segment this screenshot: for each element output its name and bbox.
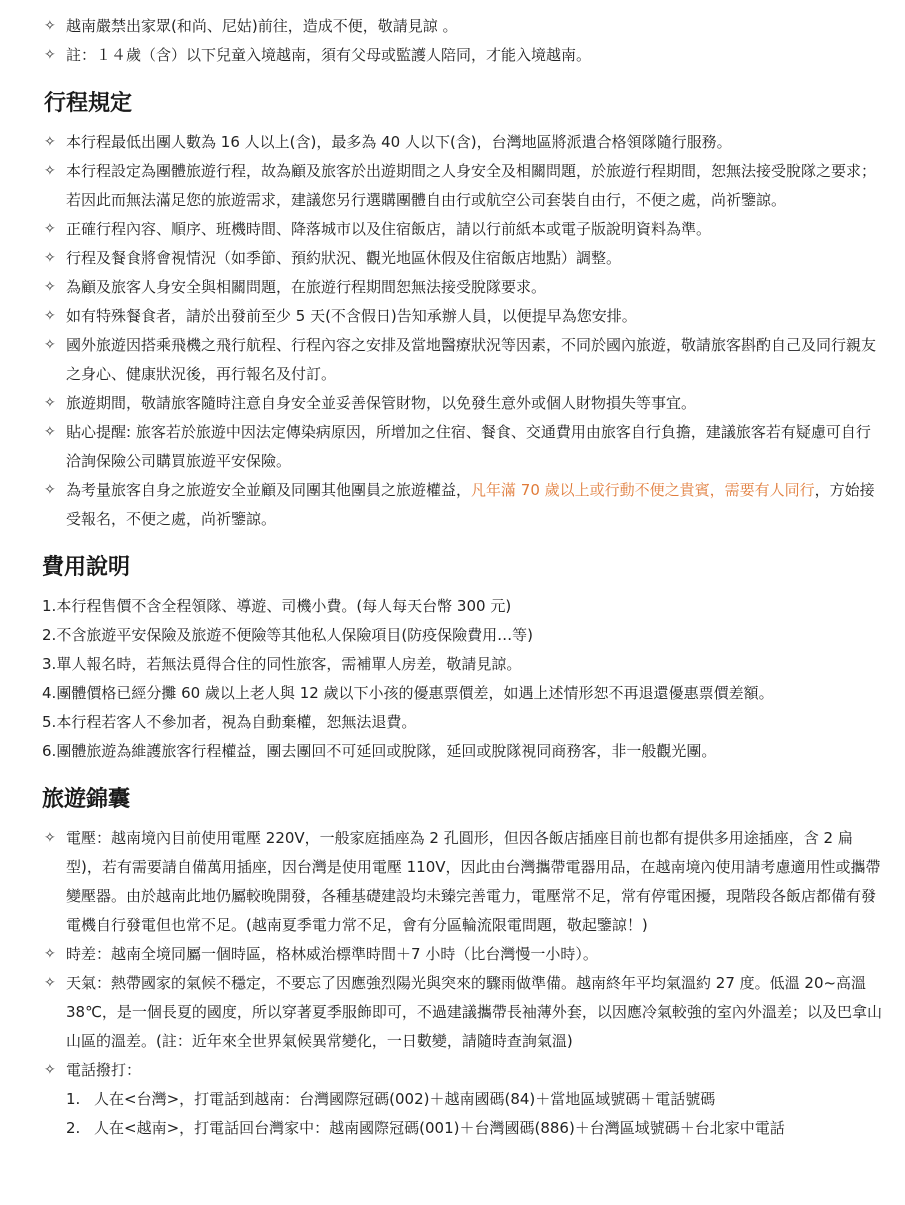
list-item-text: 本行程若客人不參加者，視為自動棄權，恕無法退費。 bbox=[56, 713, 417, 731]
section-heading-itinerary-rules: 行程規定 bbox=[44, 91, 133, 116]
list-item bbox=[42, 737, 885, 766]
list-item bbox=[44, 12, 885, 41]
list-number: 2. bbox=[66, 1119, 81, 1137]
list-item-text: 貼心提醒: 旅客若於旅遊中因法定傳染病原因，所增加之住宿、餐食、交通費用由旅客自行負擔，建議旅客若有疑慮可自行洽詢保險公司購買旅遊平安保險。 bbox=[66, 423, 871, 470]
list-item bbox=[44, 41, 885, 70]
list-item-text: 國外旅遊因搭乘飛機之飛行航程、行程內容之安排及當地醫療狀況等因素，不同於國內旅遊，敬請旅客斟酌自己及同行親友之身心、健康狀況後，再行報名及付訂。 bbox=[66, 336, 877, 383]
list-item bbox=[44, 1056, 885, 1085]
list-number: 3. bbox=[42, 655, 57, 673]
diamond-bullet-icon: ✧ bbox=[44, 134, 56, 150]
list-item-text: 人在<台灣>，打電話到越南：台灣國際冠碼(002)＋越南國碼(84)＋當地區域號碼＋電話號碼 bbox=[94, 1090, 716, 1108]
list-number: 2. bbox=[42, 626, 57, 644]
list-item-text: 如有特殊餐食者，請於出發前至少 5 天(不含假日)告知承辦人員，以便提早為您安排。 bbox=[66, 307, 637, 325]
list-number: 5. bbox=[42, 713, 57, 731]
list-item bbox=[44, 969, 885, 1056]
diamond-bullet-icon: ✧ bbox=[44, 18, 56, 34]
diamond-bullet-icon: ✧ bbox=[44, 1062, 56, 1078]
list-item-text-after: ，方始接受報名，不便之處，尚祈鑒諒。 bbox=[66, 481, 875, 528]
diamond-bullet-icon: ✧ bbox=[44, 250, 56, 266]
diamond-bullet-icon: ✧ bbox=[44, 975, 56, 991]
list-item bbox=[42, 650, 885, 679]
list-item-text: 不含旅遊平安保險及旅遊不便險等其他私人保險項目(防疫保險費用…等) bbox=[56, 626, 534, 644]
list-item bbox=[44, 476, 885, 534]
list-item-text: 天氣：熱帶國家的氣候不穩定，不要忘了因應強烈陽光與突來的驟雨做準備。越南終年平均氣溫約 27 度。低溫 20~高溫 38℃，是一個長夏的國度，所以穿著夏季服飾即可，不過建議攜帶長袖薄外套，以因應冷氣較強的室內外溫差；以及巴拿山山區的溫差。(註：近年來全世界氣候異常變化，一日數變，請隨時查詢氣溫) bbox=[66, 974, 882, 1050]
list-item bbox=[66, 1085, 885, 1114]
fees-list bbox=[42, 592, 885, 766]
list-item-text: 為顧及旅客人身安全與相關問題，在旅遊行程期間恕無法接受脫隊要求。 bbox=[66, 278, 547, 296]
diamond-bullet-icon: ✧ bbox=[44, 830, 56, 846]
list-item-text: 單人報名時，若無法覓得合住的同性旅客，需補單人房差，敬請見諒。 bbox=[56, 655, 522, 673]
section-heading-fees: 費用說明 bbox=[42, 555, 131, 580]
list-item-text: 本行程售價不含全程領隊、導遊、司機小費。(每人每天台幣 300 元) bbox=[56, 597, 512, 615]
list-item bbox=[66, 1114, 885, 1143]
list-item bbox=[42, 621, 885, 650]
diamond-bullet-icon: ✧ bbox=[44, 47, 56, 63]
list-item-text: 電話撥打： bbox=[66, 1061, 142, 1079]
diamond-bullet-icon: ✧ bbox=[44, 482, 56, 498]
list-item-text: 正確行程內容、順序、班機時間、降落城市以及住宿飯店，請以行前紙本或電子版說明資料為準。 bbox=[66, 220, 712, 238]
itinerary-rules-list bbox=[44, 128, 885, 534]
list-number: 1. bbox=[66, 1090, 81, 1108]
list-item bbox=[44, 389, 885, 418]
list-item bbox=[44, 302, 885, 331]
list-number: 4. bbox=[42, 684, 57, 702]
list-item bbox=[44, 244, 885, 273]
list-item-text: 本行程最低出團人數為 16 人以上(含)，最多為 40 人以下(含)，台灣地區將派遣合格領隊隨行服務。 bbox=[66, 133, 732, 151]
intro-list bbox=[44, 12, 885, 70]
list-item-text: 行程及餐食將會視情況（如季節、預約狀況、觀光地區休假及住宿飯店地點）調整。 bbox=[66, 249, 622, 267]
list-item-text: 註：１４歲（含）以下兒童入境越南，須有父母或監護人陪同，才能入境越南。 bbox=[66, 46, 592, 64]
age-restriction-highlight: 凡年滿 70 歲以上或行動不便之貴賓，需要有人同行 bbox=[471, 481, 815, 499]
list-item bbox=[44, 128, 885, 157]
list-item-text: 團體旅遊為維護旅客行程權益，團去團回不可延回或脫隊，延回或脫隊視同商務客，非一般觀光團。 bbox=[56, 742, 717, 760]
list-item bbox=[44, 215, 885, 244]
diamond-bullet-icon: ✧ bbox=[44, 424, 56, 440]
list-item-text: 人在<越南>，打電話回台灣家中：越南國際冠碼(001)＋台灣國碼(886)＋台灣區域號碼＋台北家中電話 bbox=[94, 1119, 785, 1137]
list-number: 6. bbox=[42, 742, 57, 760]
list-number: 1. bbox=[42, 597, 57, 615]
list-item bbox=[44, 418, 885, 476]
diamond-bullet-icon: ✧ bbox=[44, 395, 56, 411]
list-item bbox=[44, 157, 885, 215]
list-item-text: 旅遊期間，敬請旅客隨時注意自身安全並妥善保管財物，以免發生意外或個人財物損失等事宜。 bbox=[66, 394, 697, 412]
dialing-instructions-list bbox=[44, 1085, 885, 1143]
list-item-text: 本行程設定為團體旅遊行程，故為顧及旅客於出遊期間之人身安全及相關問題，於旅遊行程期間，恕無法接受脫隊之要求；若因此而無法滿足您的旅遊需求，建議您另行選購團體自由行或航空公司套裝自由行，不便之處，尚祈鑒諒。 bbox=[66, 162, 877, 209]
list-item-text-before: 為考量旅客自身之旅遊安全並顧及同團其他團員之旅遊權益， bbox=[66, 481, 472, 499]
list-item bbox=[44, 824, 885, 940]
travel-tips-list bbox=[44, 824, 885, 1085]
list-item bbox=[44, 940, 885, 969]
list-item bbox=[42, 708, 885, 737]
list-item-text: 越南嚴禁出家眾(和尚、尼姑)前往，造成不便，敬請見諒 。 bbox=[66, 17, 458, 35]
list-item-text: 時差：越南全境同屬一個時區，格林威治標準時間＋7 小時（比台灣慢一小時）。 bbox=[66, 945, 598, 963]
diamond-bullet-icon: ✧ bbox=[44, 337, 56, 353]
diamond-bullet-icon: ✧ bbox=[44, 221, 56, 237]
diamond-bullet-icon: ✧ bbox=[44, 946, 56, 962]
list-item bbox=[42, 679, 885, 708]
list-item bbox=[44, 273, 885, 302]
list-item bbox=[42, 592, 885, 621]
diamond-bullet-icon: ✧ bbox=[44, 308, 56, 324]
section-heading-travel-tips: 旅遊錦囊 bbox=[42, 787, 131, 812]
list-item bbox=[44, 331, 885, 389]
list-item-text: 團體價格已經分攤 60 歲以上老人與 12 歲以下小孩的優惠票價差，如遇上述情形恕不再退還優惠票價差額。 bbox=[56, 684, 774, 702]
diamond-bullet-icon: ✧ bbox=[44, 279, 56, 295]
diamond-bullet-icon: ✧ bbox=[44, 163, 56, 179]
list-item-text: 電壓：越南境內目前使用電壓 220V，一般家庭插座為 2 孔圓形，但因各飯店插座目前也都有提供多用途插座，含 2 扁型)，若有需要請自備萬用插座，因台灣是使用電壓 110V，因此由台灣攜帶電器用品，在越南境內使用請考慮適用性或攜帶變壓器。由於越南此地仍屬較晚開發，各種基礎建設均未臻完善電力，電壓常不足，常有停電困擾，現階段各飯店都備有發電機自行發電但也常不足。(越南夏季電力常不足，會有分區輪流限電問題，敬起鑒諒！) bbox=[66, 829, 881, 934]
